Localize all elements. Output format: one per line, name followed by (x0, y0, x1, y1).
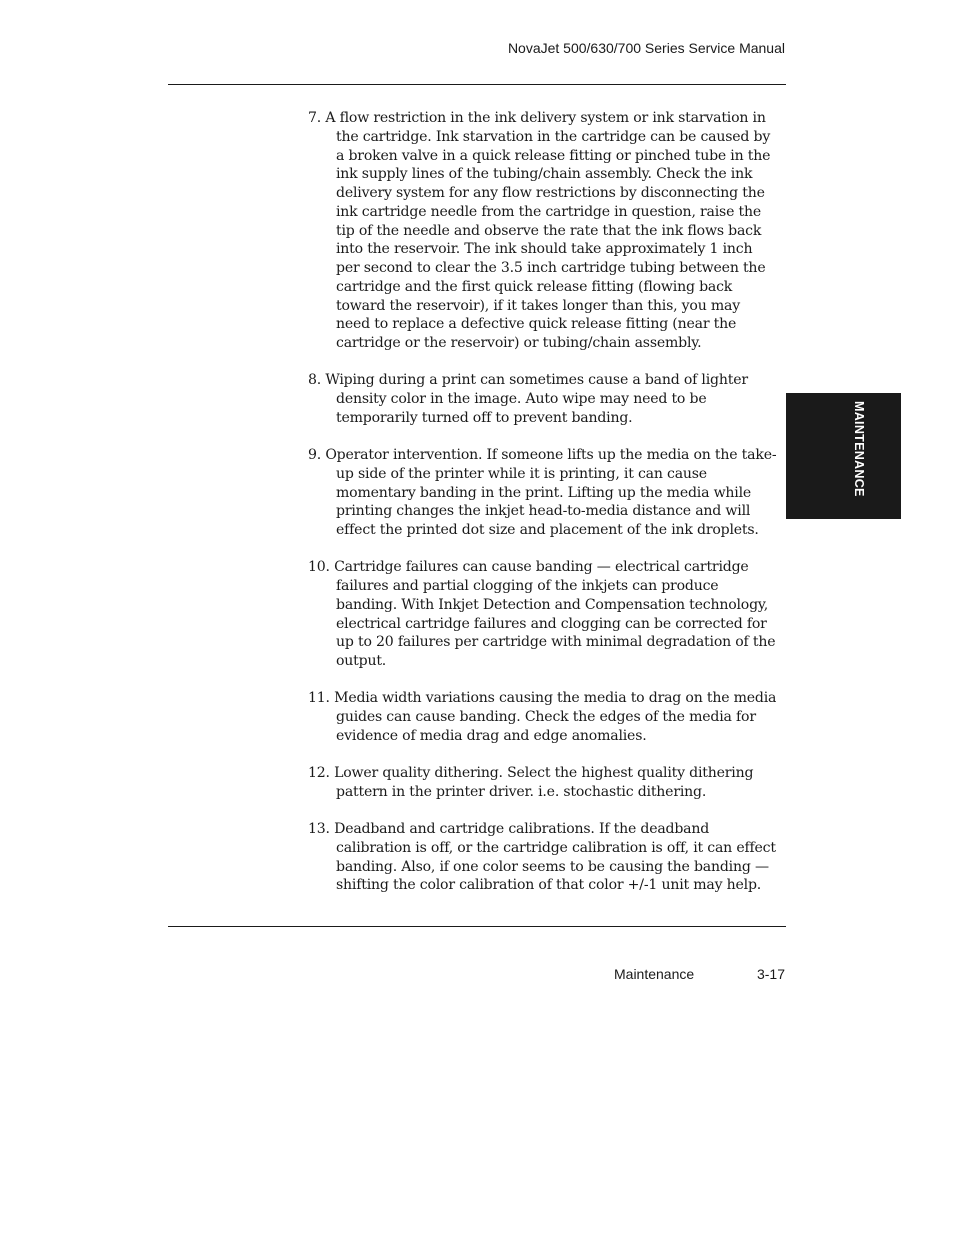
list-item-10: 10. Cartridge failures can cause banding — electrical cartridge failures and partial clogging of the inkjets can produce banding. With Inkjet Detection and Compensation technology, electrical cartridge failures and clogging can be corrected for up to 20 failures per cartridge with minimal degradation of the output. (308, 559, 776, 669)
list-item-8: 8. Wiping during a print can sometimes cause a band of lighter density color in the image. Auto wipe may need to be temporarily turned off to prevent banding. (308, 372, 748, 426)
section-thumb-tab (786, 393, 901, 519)
footer-rule (168, 926, 786, 927)
list-item-7: 7. A flow restriction in the ink delivery system or ink starvation in the cartridge. Ink starvation in the cartridge can be caused by a broken valve in a quick release fitting or pinched tube in the ink supply lines of the tubing/chain assembly. Check the ink delivery system for any flow restrictions by disconnecting the ink cartridge needle from the cartridge in question, raise the tip of the needle and observe the rate that the ink flows back into the reservoir. The ink should take approximately 1 inch per second to clear the 3.5 inch cartridge tubing between the cartridge and the first quick release fitting (flowing back toward the reservoir), if it takes longer than this, you may need to replace a defective quick release fitting (near the cartridge or the reservoir) or tubing/chain assembly. (308, 110, 771, 351)
troubleshooting-list (308, 109, 778, 895)
page-number: 3-17 (756, 966, 785, 982)
list-item-9: 9. Operator intervention. If someone lifts up the media on the take-up side of the printer while it is printing, it can cause momentary banding in the print. Lifting up the media while printing changes the inkjet head-to-media distance and will effect the printed dot size and placement of the ink droplets. (308, 447, 777, 538)
running-header-title: NovaJet 500/630/700 Series Service Manual (507, 40, 785, 56)
footer-section-name: Maintenance (614, 966, 695, 982)
list-item-13: 13. Deadband and cartridge calibrations. If the deadband calibration is off, or the cartridge calibration is off, it can effect banding. Also, if one color seems to be causing the banding — shifting the color calibration of that color +/-1 unit may help. (308, 821, 776, 894)
header-rule (168, 84, 786, 85)
list-item-11: 11. Media width variations causing the media to drag on the media guides can cause banding. Check the edges of the media for evidence of media drag and edge anomalies. (308, 690, 777, 744)
section-thumb-tab-label: MAINTENANCE (852, 401, 866, 497)
list-item-12: 12. Lower quality dithering. Select the highest quality dithering pattern in the printer driver. i.e. stochastic dithering. (308, 765, 754, 800)
